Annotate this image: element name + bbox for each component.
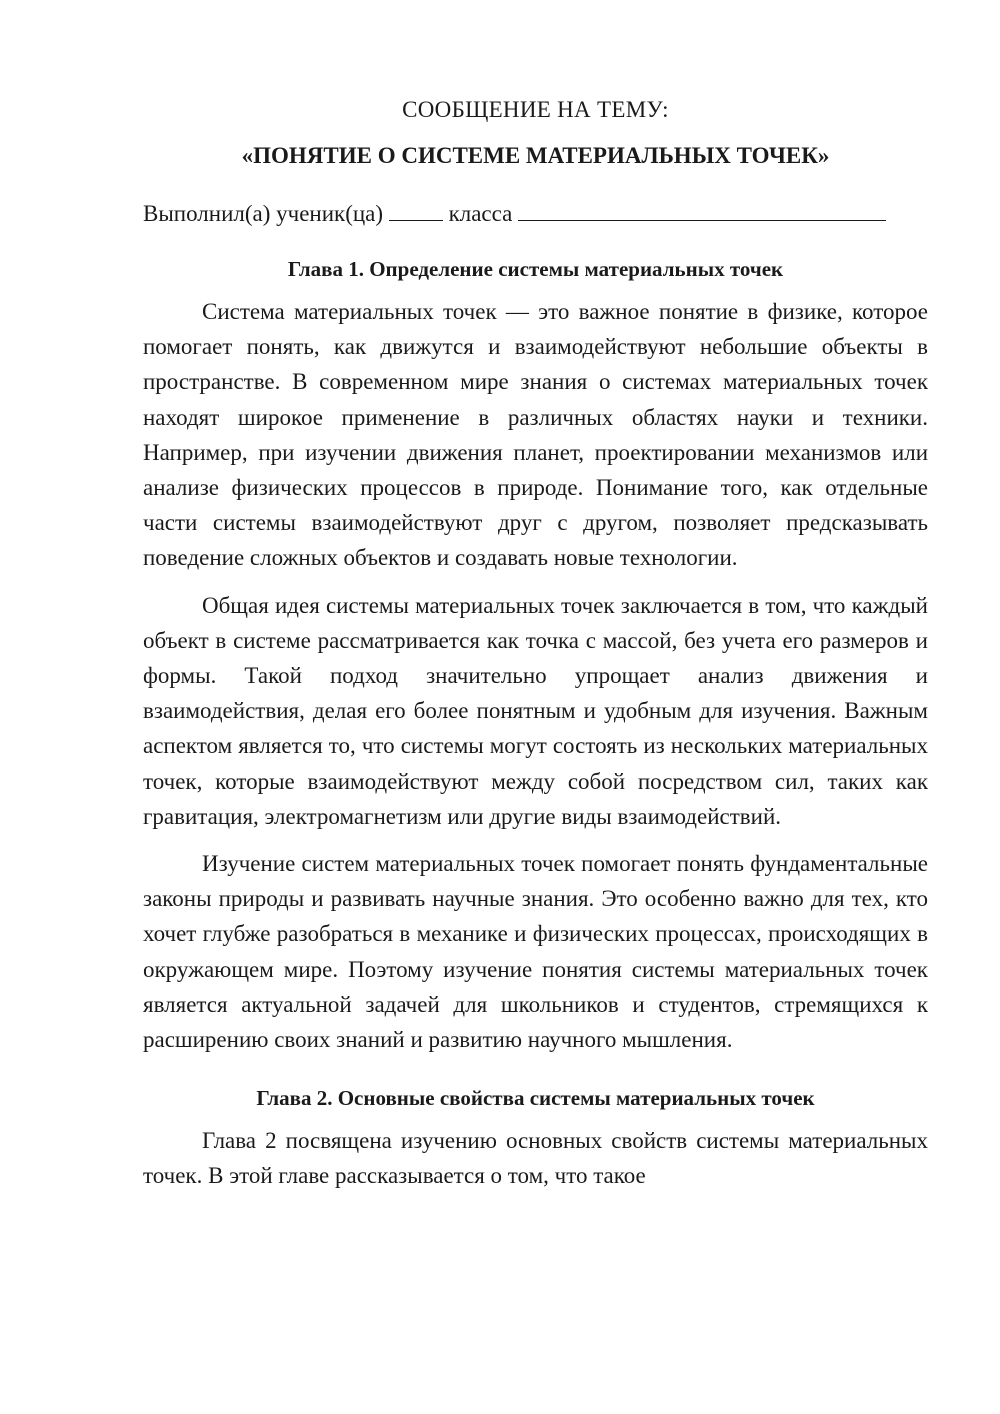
- document-title-line1: СООБЩЕНИЕ НА ТЕМУ:: [402, 97, 669, 122]
- chapter1-paragraph: Изучение систем материальных точек помогает понять фундаментальные законы природы и развивать научные знания. Это особенно важно для тех, кто хочет глубже разобраться в механике и физических процессах, происходящих в окружающем мире. Поэтому изучение понятия системы материальных точек является актуальной задачей для школьников и студентов, стремящихся к расширению своих знаний и развитию научного мышления.: [143, 851, 928, 1053]
- grade-blank: [389, 198, 443, 221]
- chapter2-heading: Глава 2. Основные свойства системы материальных точек: [256, 1086, 815, 1111]
- chapter2-paragraph: Глава 2 посвящена изучению основных свойств системы материальных точек. В этой главе рассказывается о том, что такое: [143, 1128, 928, 1189]
- chapter1-heading: Глава 1. Определение системы материальных точек: [287, 257, 784, 281]
- author-prefix: Выполнил(а) ученик(ца): [143, 201, 384, 226]
- author-line: [143, 196, 928, 232]
- chapter1-paragraph: Система материальных точек — это важное понятие в физике, которое помогает понять, как движутся и взаимодействуют небольшие объекты в пространстве. В современном мире знания о системах материальных точек находят широкое применение в различных областях науки и техники. Например, при изучении движения планет, проектировании механизмов или анализе физических процессов в природе. Понимание того, как отдельные части системы взаимодействуют друг с другом, позволяет предсказывать поведение сложных объектов и создавать новые технологии.: [143, 299, 928, 571]
- document-title-line2: «ПОНЯТИЕ О СИСТЕМЕ МАТЕРИАЛЬНЫХ ТОЧЕК»: [241, 143, 830, 168]
- chapter1-paragraph: Общая идея системы материальных точек заключается в том, что каждый объект в системе рассматривается как точка с массой, без учета его размеров и формы. Такой подход значительно упрощает анализ движения и взаимодействия, делая его более понятным и удобным для изучения. Важным аспектом является то, что системы могут состоять из нескольких материальных точек, которые взаимодействуют между собой посредством сил, таких как гравитация, электромагнетизм или другие виды взаимодействий.: [143, 592, 928, 829]
- name-blank: [518, 198, 886, 221]
- document-page: [143, 92, 928, 1206]
- class-word: класса: [448, 201, 513, 226]
